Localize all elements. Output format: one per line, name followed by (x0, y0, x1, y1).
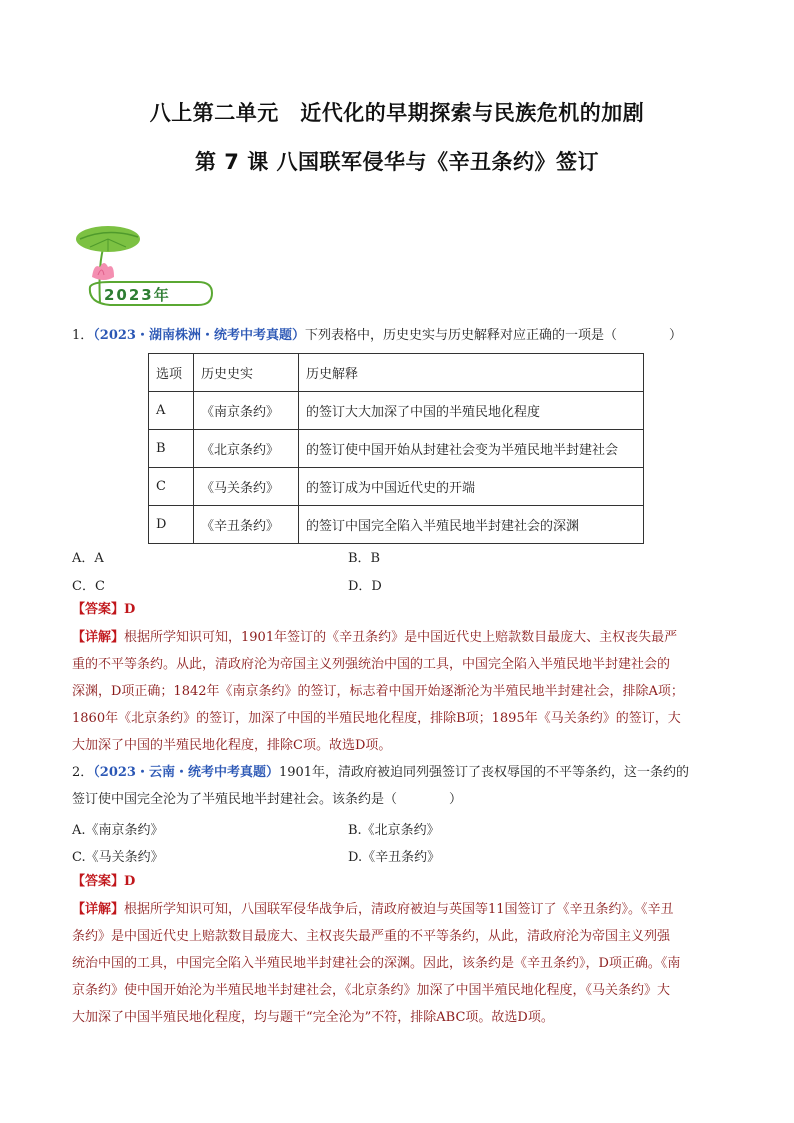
table-cell: C (149, 468, 194, 506)
detail-line: 大加深了中国半殖民地化程度，均与题干“完全沦为”不符，排除ABC项。故选D项。 (72, 1010, 554, 1025)
year-badge-label: 2023年 (104, 286, 171, 304)
table-header-cell: 历史史实 (194, 354, 299, 392)
table-cell: 《辛丑条约》 (194, 506, 299, 544)
option-c: C．C (72, 579, 105, 594)
option-c: C.《马关条约》 (72, 850, 164, 865)
question-1-answer (72, 601, 135, 619)
table-cell: 《南京条约》 (194, 392, 299, 430)
answer-label: 【答案】 (72, 602, 125, 617)
table-cell: B (149, 430, 194, 468)
detail-line: 京条约》使中国开始沦为半殖民地半封建社会，《北京条约》加深了中国半殖民地化程度，《马关条约》大 (72, 983, 671, 998)
question-source: （2023・湖南株洲・统考中考真题） (93, 328, 305, 343)
detail-line: 统治中国的工具，中国完全陷入半殖民地半封建社会的深渊。因此，该条约是《辛丑条约》，D项正确。《南 (72, 956, 681, 971)
table-cell: D (149, 506, 194, 544)
detail-line: 条约》是中国近代史上赔款数目最庞大、主权丧失最严重的不平等条约，从此，清政府沦为帝国主义列强 (72, 929, 671, 944)
question-2-answer (72, 873, 135, 891)
option-d: D．D (348, 579, 382, 594)
answer-value: D (124, 874, 136, 889)
detail-text: 根据所学知识可知，1901年签订的《辛丑条约》是中国近代史上赔款数目最庞大、主权丧失最严 (124, 630, 678, 645)
table-cell: 的签订成为中国近代史的开端 (299, 468, 644, 506)
table-cell: 《北京条约》 (194, 430, 299, 468)
lesson-title: 第 7 课 八国联军侵华与《辛丑条约》签订 (194, 150, 600, 174)
table-row (149, 392, 644, 430)
option-a: A.《南京条约》 (72, 823, 164, 838)
detail-text: 根据所学知识可知，八国联军侵华战争后，清政府被迫与英国等11国签订了《辛丑条约》。《辛丑 (124, 902, 674, 917)
table-row (149, 468, 644, 506)
table-cell: 《马关条约》 (194, 468, 299, 506)
table-cell: 的签订大大加深了中国的半殖民地化程度 (299, 392, 644, 430)
question-number: 2． (72, 765, 94, 780)
detail-line: 重的不平等条约。从此，清政府沦为帝国主义列强统治中国的工具，中国完全陷入半殖民地半封建社会的 (72, 657, 671, 672)
question-text: 下列表格中，历史史实与历史解释对应正确的一项是（ ） (304, 328, 682, 343)
question-2-stem-continued: 签订使中国完全沦为了半殖民地半封建社会。该条约是（ ） (72, 792, 463, 807)
option-b: B.《北京条约》 (348, 823, 440, 838)
answer-label: 【答案】 (72, 874, 125, 889)
unit-title: 八上第二单元 近代化的早期探索与民族危机的加剧 (149, 101, 645, 125)
question-2-stem (72, 764, 689, 782)
detail-label: 【详解】 (72, 630, 125, 645)
detail-line: 1860年《北京条约》的签订，加深了中国的半殖民地化程度，排除B项；1895年《马关条约》的签订，大 (72, 711, 681, 726)
table-row (149, 430, 644, 468)
detail-line (72, 901, 674, 919)
answer-value: D (124, 602, 136, 617)
table-cell: A (149, 392, 194, 430)
detail-line (72, 629, 677, 647)
option-d: D.《辛丑条约》 (348, 850, 441, 865)
detail-label: 【详解】 (72, 902, 125, 917)
table-header-cell: 选项 (149, 354, 194, 392)
table-cell: 的签订中国完全陷入半殖民地半封建社会的深渊 (299, 506, 644, 544)
detail-line: 深渊，D项正确；1842年《南京条约》的签订，标志着中国开始逐渐沦为半殖民地半封建社会，排除A项； (72, 684, 684, 699)
table-row (149, 506, 644, 544)
option-b: B．B (348, 551, 381, 566)
question-number: 1． (72, 328, 94, 343)
question-1-table (148, 353, 644, 544)
question-1-stem (72, 327, 682, 345)
detail-line: 大加深了中国的半殖民地化程度，排除C项。故选D项。 (72, 738, 392, 753)
table-header-cell: 历史解释 (299, 354, 644, 392)
option-a: A．A (72, 551, 104, 566)
question-text: 1901年，清政府被迫同列强签订了丧权辱国的不平等条约，这一条约的 (278, 765, 690, 780)
question-source: （2023・云南・统考中考真题） (93, 765, 279, 780)
table-cell: 的签订使中国开始从封建社会变为半殖民地半封建社会 (299, 430, 644, 468)
table-header-row (149, 354, 644, 392)
